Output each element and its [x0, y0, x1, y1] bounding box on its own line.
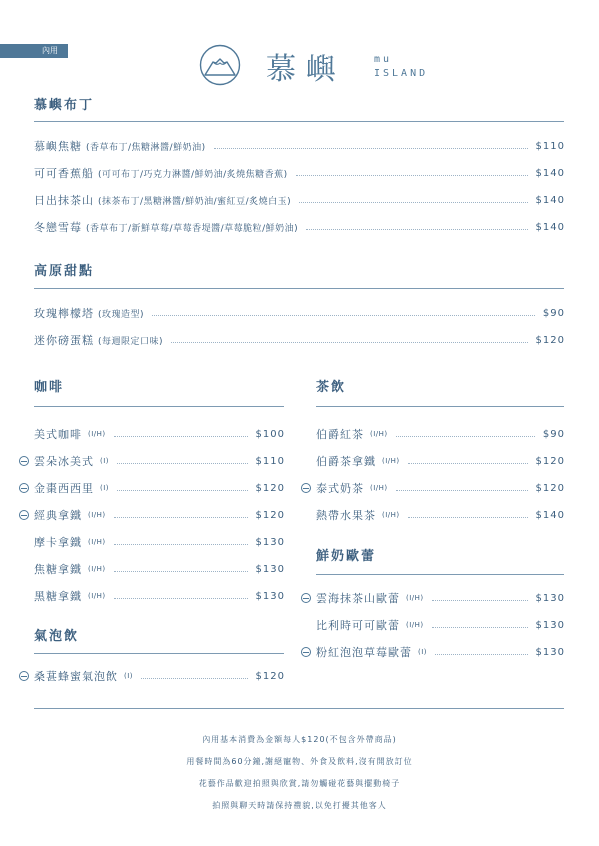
dot-leader	[432, 600, 528, 601]
brand-en-line-2: ISLAND	[374, 68, 429, 79]
item-name: 焦糖拿鐵	[34, 563, 82, 576]
menu-item	[316, 645, 565, 659]
section-title-coffee: 咖啡	[34, 380, 65, 395]
house-rules	[0, 733, 599, 821]
dot-leader	[299, 202, 527, 203]
item-price: $120	[535, 455, 565, 467]
item-temp-tag: (I/H)	[370, 484, 388, 492]
dot-leader	[152, 315, 535, 316]
menu-item	[34, 333, 565, 347]
menu-item	[316, 591, 565, 605]
menu-item	[34, 306, 565, 320]
signature-icon	[19, 483, 29, 493]
item-price: $110	[535, 140, 565, 152]
house-rule: 花藝作品歡迎拍照與欣賞,請勿觸碰花藝與擺動椅子	[198, 779, 401, 788]
section-title-dessert: 高原甜點	[34, 264, 95, 279]
item-price: $130	[255, 590, 285, 602]
dot-leader	[114, 544, 248, 545]
dot-leader	[396, 490, 528, 491]
item-temp-tag: (I/H)	[382, 511, 400, 519]
item-temp-tag: (I/H)	[88, 592, 106, 600]
menu-item	[316, 481, 565, 495]
item-name: 雲朵冰美式	[34, 455, 94, 468]
brand-en-line-1: mu	[374, 54, 393, 65]
item-name: 伯爵茶拿鐵	[316, 455, 376, 468]
dot-leader	[306, 229, 527, 230]
menu-item	[316, 508, 565, 522]
item-price: $120	[255, 670, 285, 682]
dot-leader	[296, 175, 528, 176]
item-temp-tag: (I/H)	[406, 594, 424, 602]
item-name: 粉紅泡泡草莓歐蕾	[316, 646, 412, 659]
item-price: $130	[535, 592, 565, 604]
item-temp-tag: (I/H)	[382, 457, 400, 465]
item-name: 泰式奶茶	[316, 482, 364, 495]
signature-icon	[301, 647, 311, 657]
item-name: 日出抹茶山	[34, 194, 94, 207]
item-name: 慕嶼焦糖	[34, 140, 82, 153]
section-title-milk: 鮮奶歐蕾	[316, 549, 377, 564]
menu-item	[34, 139, 565, 153]
item-desc: (抹茶布丁/黑糖淋醬/鮮奶油/蜜紅豆/炙燒白玉)	[98, 196, 292, 207]
dot-leader	[408, 463, 528, 464]
menu-item	[316, 427, 565, 441]
signature-icon	[19, 671, 29, 681]
signature-icon	[19, 510, 29, 520]
dine-in-badge: 內用	[0, 44, 68, 58]
menu-item	[34, 166, 565, 180]
item-name: 可可香蕉船	[34, 167, 94, 180]
item-price: $100	[255, 428, 285, 440]
brand-name: 慕嶼	[266, 52, 346, 87]
item-name: 伯爵紅茶	[316, 428, 364, 441]
item-name: 迷你磅蛋糕	[34, 334, 94, 347]
item-temp-tag: (I/H)	[370, 430, 388, 438]
item-name: 美式咖啡	[34, 428, 82, 441]
menu-item	[34, 220, 565, 234]
menu-item	[34, 535, 285, 549]
item-price: $120	[255, 482, 285, 494]
dot-leader	[117, 463, 248, 464]
item-temp-tag: (I/H)	[88, 511, 106, 519]
item-name: 黑糖拿鐵	[34, 590, 82, 603]
brand-name-en	[374, 53, 428, 81]
menu-item	[34, 589, 285, 603]
item-name: 桑葚蜂蜜氣泡飲	[34, 670, 118, 683]
menu-item	[34, 508, 285, 522]
item-name: 比利時可可歐蕾	[316, 619, 400, 632]
item-desc: (香草布丁/焦糖淋醬/鮮奶油)	[86, 142, 206, 153]
item-temp-tag: (I)	[100, 484, 110, 492]
dot-leader	[114, 436, 248, 437]
signature-icon	[301, 593, 311, 603]
section-divider	[34, 288, 564, 289]
item-desc: (可可布丁/巧克力淋醬/鮮奶油/炙燒焦糖香蕉)	[98, 169, 288, 180]
item-price: $130	[255, 536, 285, 548]
item-price: $140	[535, 509, 565, 521]
item-temp-tag: (I/H)	[88, 565, 106, 573]
dot-leader	[114, 598, 248, 599]
dot-leader	[117, 490, 248, 491]
item-temp-tag: (I/H)	[88, 430, 106, 438]
item-desc: (玫瑰造型)	[98, 309, 145, 320]
house-rule: 內用基本消費為金額每人$120(不包含外帶商品)	[202, 735, 397, 744]
item-price: $130	[535, 619, 565, 631]
item-price: $140	[535, 167, 565, 179]
item-name: 熱帶水果茶	[316, 509, 376, 522]
menu-item	[34, 427, 285, 441]
menu-item	[316, 618, 565, 632]
item-price: $140	[535, 194, 565, 206]
item-name: 金棗西西里	[34, 482, 94, 495]
item-price: $110	[255, 455, 285, 467]
section-divider	[34, 121, 564, 122]
item-price: $120	[535, 334, 565, 346]
item-temp-tag: (I)	[418, 648, 428, 656]
section-divider	[316, 574, 564, 575]
dot-leader	[435, 654, 528, 655]
dot-leader	[141, 678, 248, 679]
menu-item	[34, 193, 565, 207]
section-title-sparkling: 氣泡飲	[34, 629, 80, 644]
item-name: 玫瑰檸檬塔	[34, 307, 94, 320]
menu-item	[34, 454, 285, 468]
section-divider	[316, 406, 564, 407]
menu-item	[34, 481, 285, 495]
footer-divider	[34, 708, 564, 709]
item-name: 雲海抹茶山歐蕾	[316, 592, 400, 605]
dot-leader	[114, 517, 248, 518]
item-temp-tag: (I)	[124, 672, 134, 680]
item-price: $120	[255, 509, 285, 521]
dot-leader	[171, 342, 528, 343]
item-temp-tag: (I)	[100, 457, 110, 465]
item-price: $90	[542, 307, 565, 319]
dot-leader	[396, 436, 535, 437]
item-price: $120	[535, 482, 565, 494]
item-price: $140	[535, 221, 565, 233]
section-title-tea: 茶飲	[316, 380, 347, 395]
item-price: $90	[542, 428, 565, 440]
item-price: $130	[535, 646, 565, 658]
menu-item	[316, 454, 565, 468]
menu-item	[34, 669, 285, 683]
house-rule: 用餐時間為60分鐘,謝絕寵物、外食及飲料,沒有開放訂位	[186, 757, 413, 766]
section-title-pudding: 慕嶼布丁	[34, 98, 95, 113]
dot-leader	[114, 571, 248, 572]
section-divider	[34, 406, 284, 407]
item-temp-tag: (I/H)	[406, 621, 424, 629]
dot-leader	[214, 148, 528, 149]
section-divider	[34, 653, 284, 654]
item-price: $130	[255, 563, 285, 575]
signature-icon	[301, 483, 311, 493]
house-rule: 拍照與聊天時請保持禮貌,以免打擾其他客人	[212, 801, 387, 810]
item-desc: (每週限定口味)	[98, 336, 164, 347]
signature-icon	[19, 456, 29, 466]
dot-leader	[432, 627, 528, 628]
item-desc: (香草布丁/新鮮草莓/草莓香堤醬/草莓脆粒/鮮奶油)	[86, 223, 299, 234]
menu-item	[34, 562, 285, 576]
dot-leader	[408, 517, 528, 518]
item-temp-tag: (I/H)	[88, 538, 106, 546]
item-name: 經典拿鐵	[34, 509, 82, 522]
mountain-icon	[197, 44, 243, 86]
item-name: 摩卡拿鐵	[34, 536, 82, 549]
item-name: 冬戀雪莓	[34, 221, 82, 234]
